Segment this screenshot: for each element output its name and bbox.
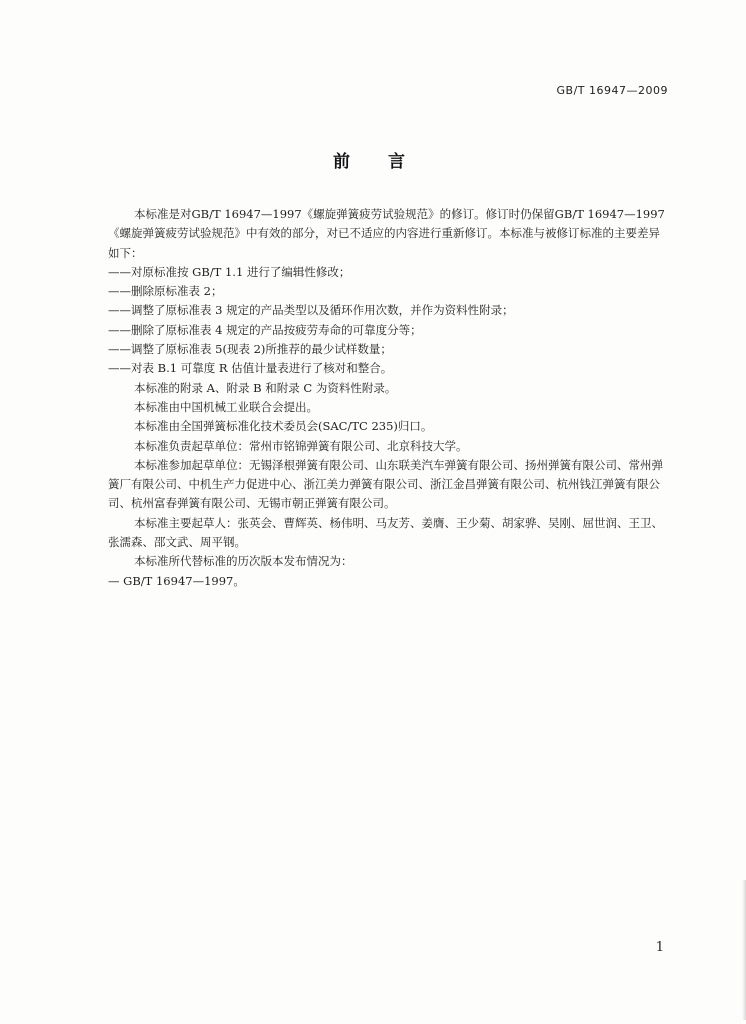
change-item: ——调整了原标准表 3 规定的产品类型以及循环作用次数，并作为资料性附录； [108, 303, 514, 318]
change-item: ——对表 B.1 可靠度 R 估值计量表进行了核对和整合。 [108, 361, 393, 376]
change-item: ——删除原标准表 2； [108, 284, 223, 299]
page-number: 1 [655, 940, 664, 955]
page-title: 前言 [333, 152, 443, 172]
drafting-units: 本标准负责起草单位：常州市铭锦弹簧有限公司、北京科技大学。 [134, 438, 468, 453]
change-item: ——删除了原标准表 4 规定的产品按疲劳寿命的可靠度分等； [108, 322, 422, 337]
change-item: ——调整了原标准表 5(现表 2)所推荐的最少试样数量； [108, 342, 392, 357]
history-intro: 本标准所代替标准的历次版本发布情况为： [134, 554, 353, 569]
drafters: 本标准主要起草人：张英会、曹辉英、杨伟明、马友芳、姜膺、王少菊、胡家骅、吴刚、屈世润、王卫、张濡森、邵文武、周平钢。 [108, 515, 663, 550]
participating-units: 本标准参加起草单位：无锡泽根弹簧有限公司、山东联美汽车弹簧有限公司、扬州弹簧有限公司、常州弹簧厂有限公司、中机生产力促进中心、浙江美力弹簧有限公司、浙江金昌弹簧有限公司、杭州钱江弹簧有限公司、杭州富春弹簧有限公司、无锡市朝正弹簧有限公司。 [108, 457, 663, 511]
proposed-by: 本标准由中国机械工业联合会提出。 [134, 399, 318, 414]
document-body [108, 205, 668, 591]
appendix-note: 本标准的附录 A、附录 B 和附录 C 为资料性附录。 [134, 380, 397, 395]
intro-paragraph: 本标准是对GB/T 16947—1997《螺旋弹簧疲劳试验规范》的修订。修订时仍保留GB/T 16947—1997《螺旋弹簧疲劳试验规范》中有效的部分，对已不适应的内容进行重新修订。本标准与被修订标准的主要差异如下： [108, 207, 665, 260]
scan-edge-shadow [742, 880, 746, 1020]
change-item: ——对原标准按 GB/T 1.1 进行了编辑性修改； [108, 264, 351, 279]
history-item: — GB/T 16947—1997。 [108, 573, 245, 588]
standard-code: GB/T 16947—2009 [556, 84, 668, 97]
managed-by: 本标准由全国弹簧标准化技术委员会(SAC/TC 235)归口。 [134, 419, 433, 434]
